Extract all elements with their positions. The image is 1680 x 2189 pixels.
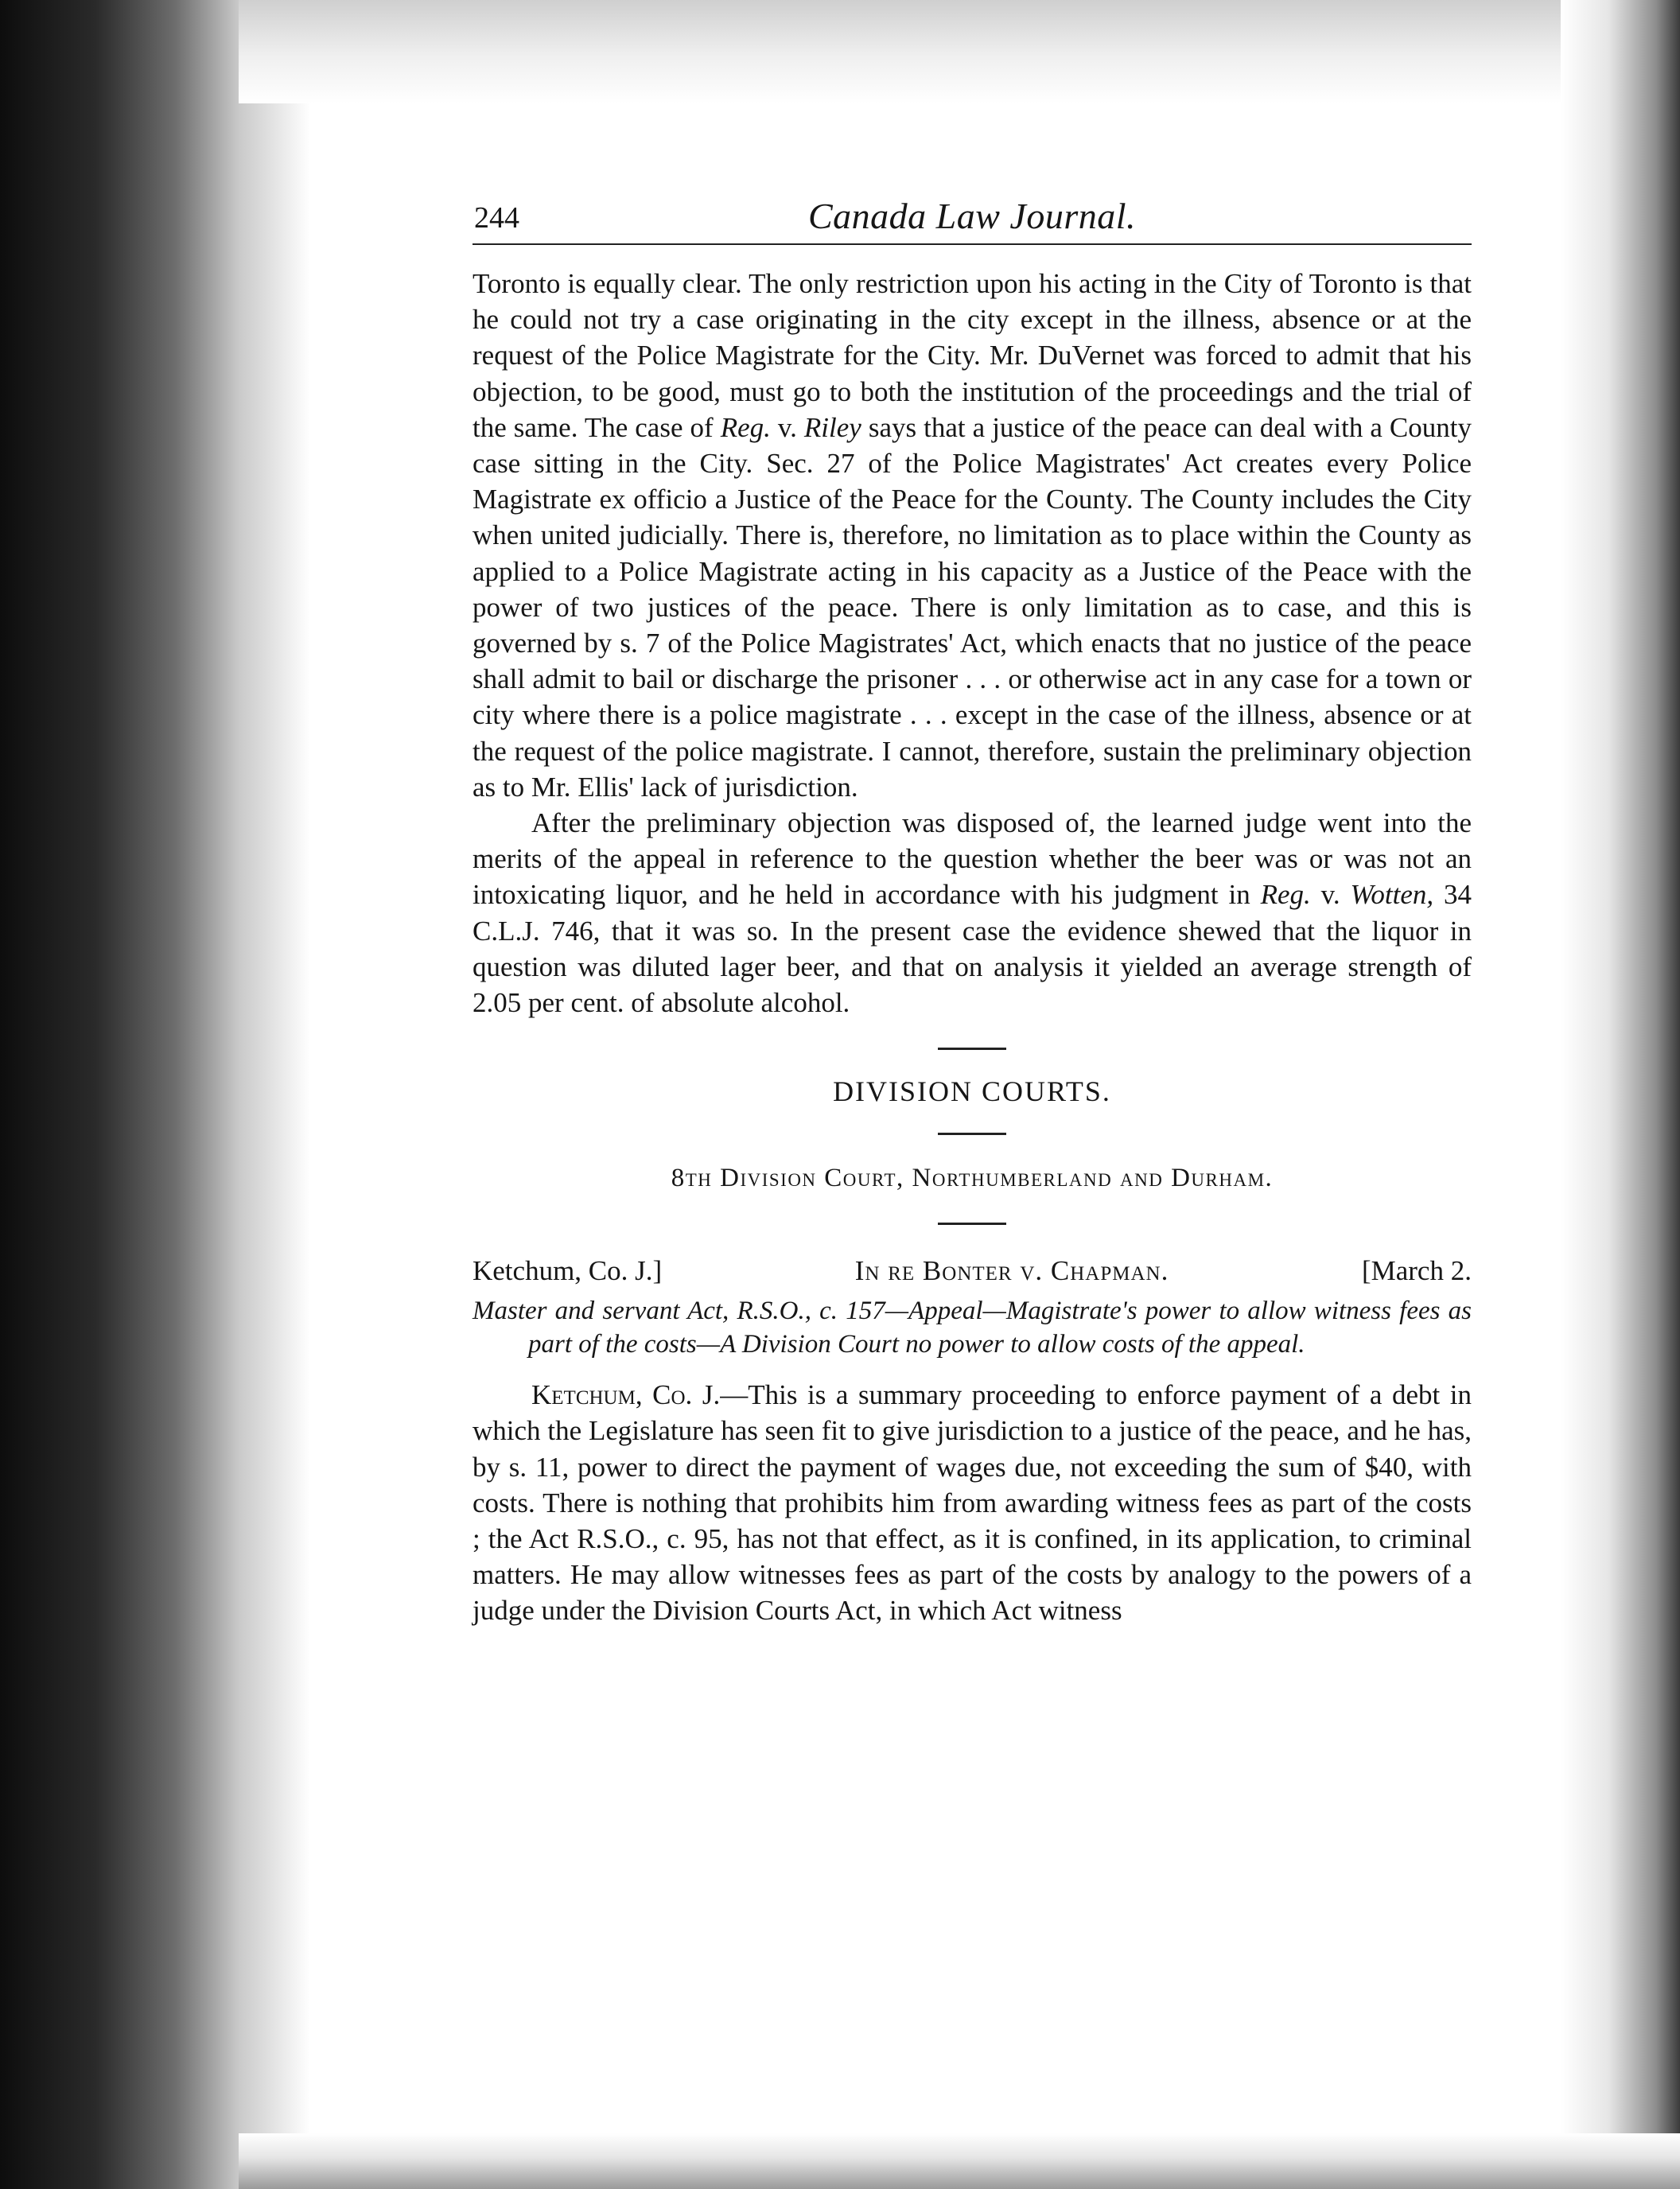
judge-name: Ketchum, Co. J.] bbox=[472, 1255, 663, 1287]
case-date: [March 2. bbox=[1361, 1255, 1472, 1287]
text-run: 34 C.L.J. 746, that it was so. In the present case the evidence shewed that the liquor in question was diluted lager beer, and that on analysis it yielded an average strength of 2.05 per cent. of absolute alcohol. bbox=[472, 879, 1472, 1019]
page-number: 244 bbox=[474, 201, 519, 235]
scan-binding-shadow bbox=[0, 0, 310, 2189]
judge-speaker: Ketchum, Co. J. bbox=[531, 1379, 721, 1411]
case-citation-italic: Riley bbox=[803, 411, 861, 443]
running-header bbox=[472, 183, 1472, 245]
section-heading: DIVISION COURTS. bbox=[833, 1075, 1111, 1108]
journal-title: Canada Law Journal. bbox=[807, 196, 1137, 236]
text-run: v. bbox=[770, 411, 804, 443]
text-run: After the preliminary objection was disposed of, the learned judge went into the merits of the appeal in reference to the question whether the beer was or was not an intoxicating liquor, and he held in accordance with his judgment in bbox=[472, 807, 1472, 911]
text-run: v. bbox=[1310, 879, 1351, 911]
case-citation-italic: Reg. bbox=[1260, 879, 1311, 911]
judgment-paragraph bbox=[472, 1377, 1472, 1628]
case-rule bbox=[938, 1223, 1006, 1225]
text-run: —This is a summary proceeding to enforce payment of a debt in which the Legislature has seen fit to give jurisdiction to a justice of the peace, and he has, by s. 11, power to direct the payment of wages due, not exceeding the sum of $40, with costs. There is nothing that prohibits him from awarding witness fees as part of the costs ; the Act R.S.O., c. 95, has not that effect, as it is confined, in its application, to criminal matters. He may allow witnesses fees as part of the costs by analogy to the powers of a judge under the Division Courts Act, in which Act witness bbox=[472, 1379, 1472, 1627]
section-rule bbox=[938, 1133, 1006, 1135]
section-rule bbox=[938, 1048, 1006, 1050]
scan-bottom-edge bbox=[239, 2133, 1680, 2189]
case-name: In re Bonter v. Chapman. bbox=[854, 1255, 1169, 1287]
page-content bbox=[472, 183, 1472, 1629]
opinion-paragraph-1 bbox=[472, 266, 1472, 805]
case-citation-italic: Wotten, bbox=[1350, 879, 1434, 911]
headnote: Master and servant Act, R.S.O., c. 157—Appeal—Magistrate's power to allow witness fees as part of the costs—A Division Court no power to allow costs of the appeal. bbox=[472, 1297, 1472, 1359]
opinion-paragraph-2 bbox=[472, 805, 1472, 1021]
scan-top-edge bbox=[239, 0, 1680, 103]
text-run: says that a justice of the peace can deal with a County case sitting in the City. Sec. 27 of the Police Magistrates' Act creates every Police Magistrate ex officio a Justice of the Peace for the County. The County includes the City when united judicially. There is, therefore, no limitation as to place within the County as applied to a Police Magistrate acting in his capacity as a Justice of the Peace with the power of two justices of the peace. There is only limitation as to case, and this is governed by s. 7 of the Police Magistrates' Act, which enacts that no justice of the peace shall admit to bail or discharge the prisoner . . . or otherwise act in any case for a town or city where there is a police magistrate . . . except in the case of the illness, absence or at the request of the police magistrate. I cannot, therefore, sustain the preliminary objection as to Mr. Ellis' lack of jurisdiction. bbox=[472, 411, 1472, 803]
case-caption bbox=[472, 1254, 1472, 1289]
scan-right-edge bbox=[1561, 0, 1680, 2189]
case-citation-italic: Reg. bbox=[720, 411, 771, 443]
court-heading: 8th Division Court, Northumberland and Durham. bbox=[671, 1164, 1274, 1193]
text-run: Toronto is equally clear. The only restriction upon his acting in the City of Toronto is that he could not try a case originating in the city except in the illness, absence or at the request of the Police Magistrate for the City. Mr. DuVernet was forced to admit that his objection, to be good, must go to both the institution of the proceedings and the trial of the same. The case of bbox=[472, 268, 1472, 443]
